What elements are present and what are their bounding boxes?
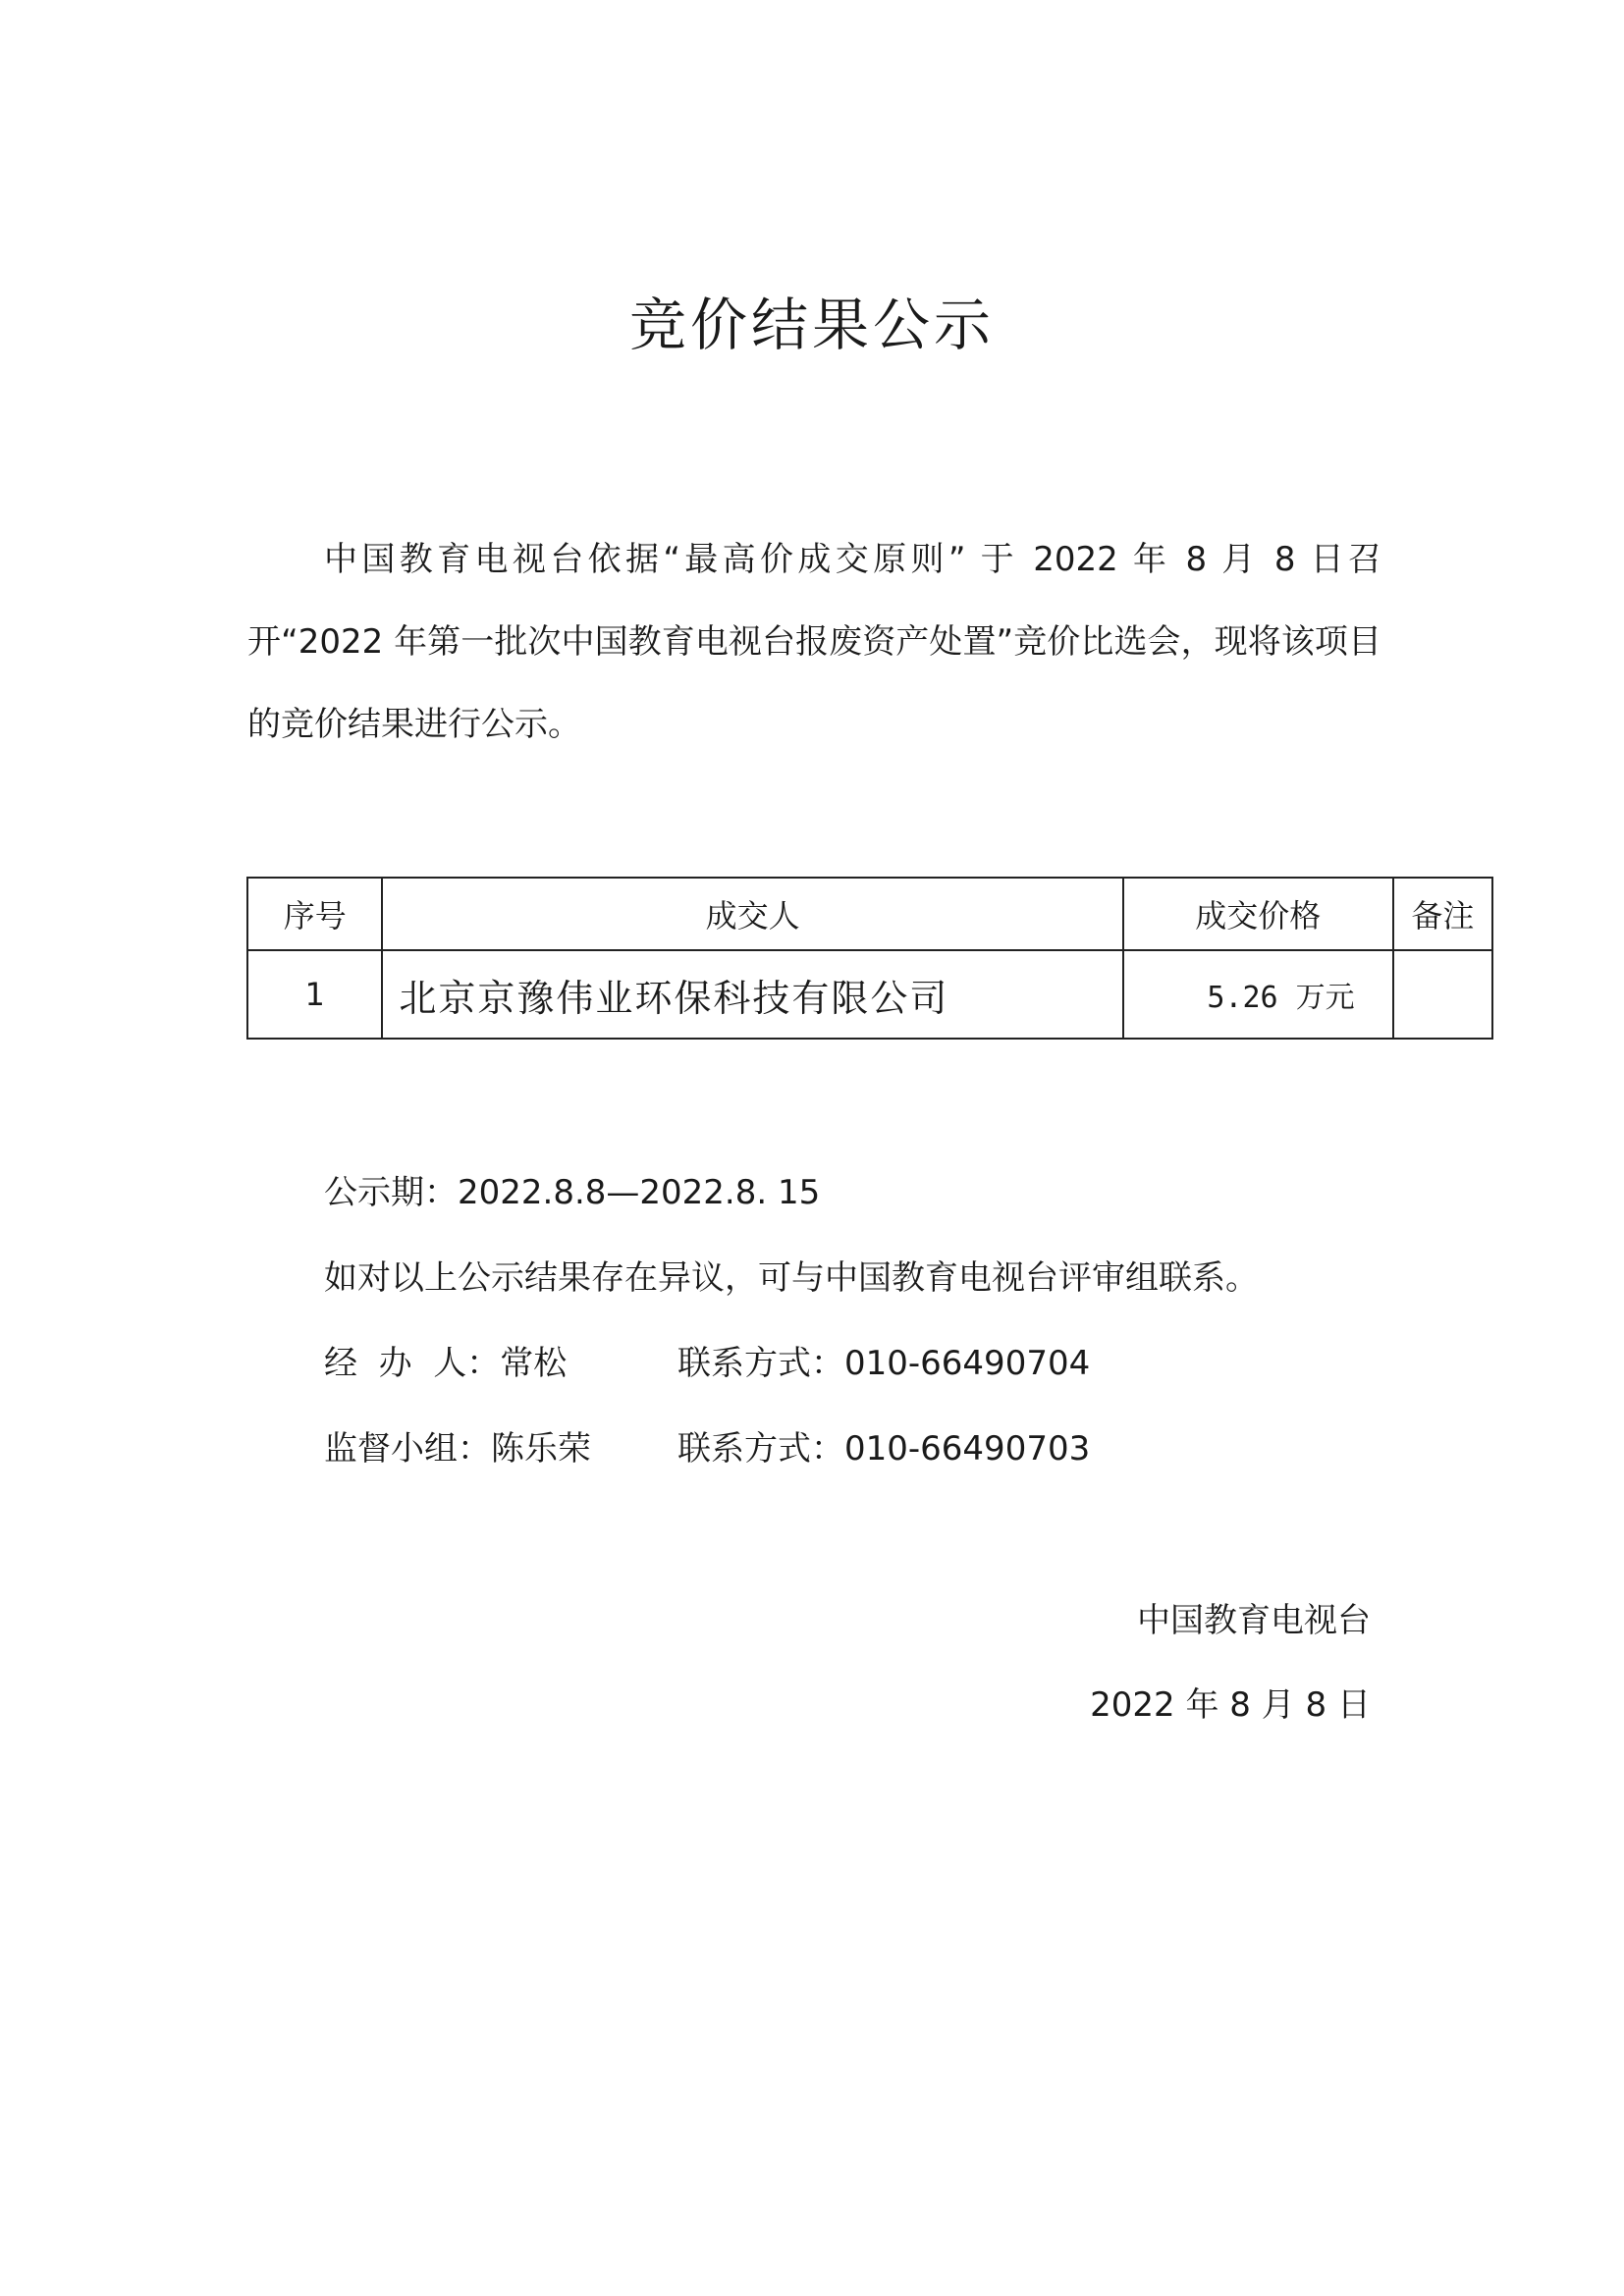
page-title: 竞价结果公示 [628,291,995,358]
header-price: 成交价格 [1123,878,1393,950]
header-seq: 序号 [247,878,382,950]
period-label: 公示期： [324,1173,458,1212]
cell-winner: 北京京豫伟业环保科技有限公司 [382,950,1122,1039]
table-row [247,950,1492,1039]
cell-seq: 1 [247,950,382,1039]
intro-paragraph: 中国教育电视台依据“最高价成交原则” 于 2022 年 8 月 8 日召开“2022 年第一批次中国教育电视台报废资产处置”竞价比选会，现将该项目的竞价结果进行公示。 [247,540,1381,744]
handler-contact-label: 联系方式： [677,1344,844,1383]
supervisor-contact: 010-66490703 [844,1429,1091,1468]
results-table [246,877,1493,1040]
period-line [324,1150,1259,1236]
signature-date: 2022 年 8 月 8 日 [1090,1685,1371,1725]
table-header-row [247,878,1492,950]
handler-contact: 010-66490704 [844,1344,1091,1383]
handler-name: 常松 [500,1344,568,1383]
header-note: 备注 [1393,878,1492,950]
info-block [324,1150,1259,1492]
handler-label: 经 办 人： [324,1344,501,1383]
handler-line [324,1321,1259,1407]
cell-note [1393,950,1492,1039]
supervisor-name: 陈乐荣 [491,1429,591,1468]
signature-block [1090,1578,1371,1747]
supervisor-label: 监督小组： [324,1429,491,1468]
signature-org: 中国教育电视台 [1137,1601,1371,1640]
supervisor-contact-label: 联系方式： [677,1429,844,1468]
period-value: 2022.8.8—2022.8. 15 [458,1173,821,1212]
header-winner: 成交人 [382,878,1122,950]
objection-line: 如对以上公示结果存在异议，可与中国教育电视台评审组联系。 [324,1258,1259,1298]
supervisor-line [324,1407,1259,1492]
cell-price: 5.26 万元 [1123,950,1393,1039]
